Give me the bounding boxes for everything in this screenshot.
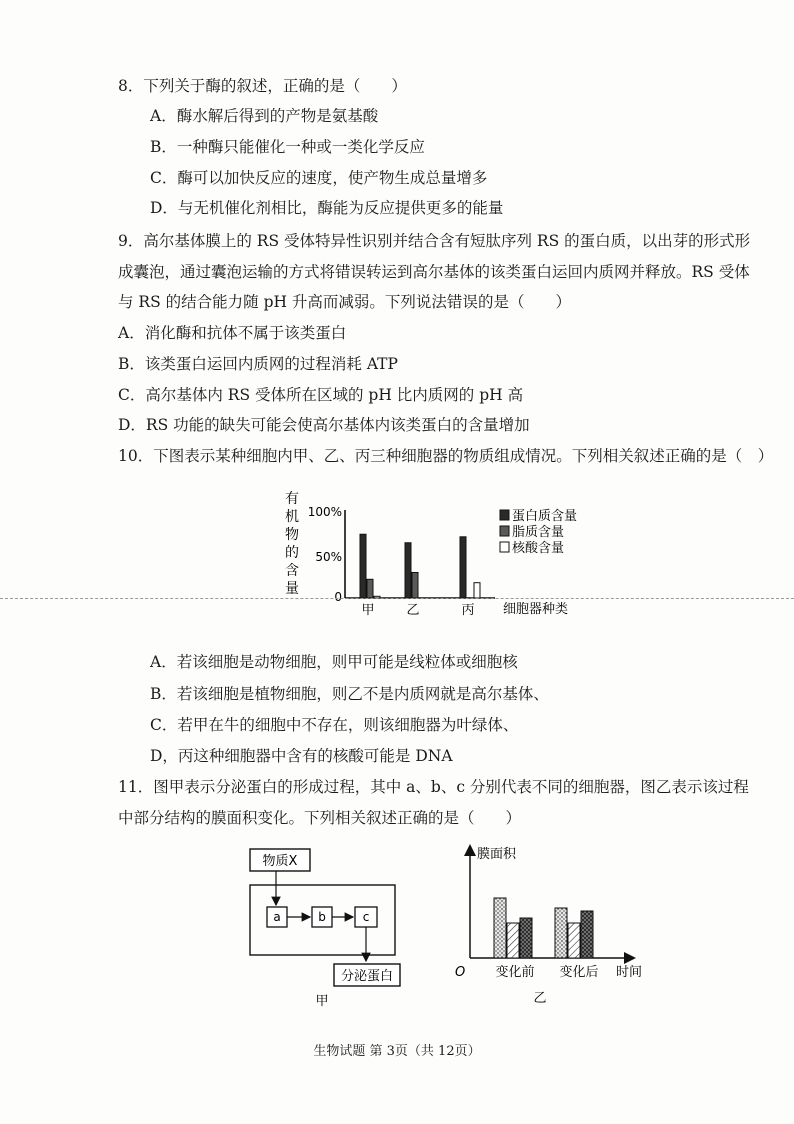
bar-乙-蛋白质含量 [405,543,411,598]
q11-stem-line-1: 11．图甲表示分泌蛋白的形成过程，其中 a、b、c 分别代表不同的细胞器，图乙表示该过程 [118,778,749,796]
legend-label-核酸含量: 核酸含量 [512,541,565,556]
q8-option-a: A．酶水解后得到的产物是氨基酸 [150,107,379,125]
organelle-c-label: c [362,910,370,924]
yi-origin: O [455,965,466,980]
category-label-甲: 甲 [361,603,375,618]
yi-ylabel: 膜面积 [477,847,517,862]
bar-甲-脂质含量 [367,579,373,598]
q9-stem-line-1: 9．高尔基体膜上的 RS 受体特异性识别并结合含有短肽序列 RS 的蛋白质，以出芽的形式形 [118,232,751,250]
q9-option-a: A．消化酶和抗体不属于该类蛋白 [118,324,347,342]
membrane-bar-before-1 [507,923,519,958]
q8-option-c: C．酶可以加快反应的速度，使产物生成总量增多 [150,169,488,187]
substance-x-label: 物质X [262,854,298,869]
figure-yi-caption: 乙 [533,991,547,1006]
legend-swatch-核酸含量 [500,542,509,552]
chart-ylabel [285,491,299,597]
q10-stem: 10．下图表示某种细胞内甲、乙、丙三种细胞器的物质组成情况。下列相关叙述正确的是（ ） [118,447,774,465]
chart-ylabel-char: 量 [285,581,299,597]
q9-option-c: C．高尔基体内 RS 受体所在区域的 pH 比内质网的 pH 高 [118,386,524,404]
q8-option-b: B．一种酶只能催化一种或一类化学反应 [150,138,425,156]
ytick-0: 0 [334,590,342,604]
legend-swatch-蛋白质含量 [500,510,509,520]
category-label-乙: 乙 [406,603,420,618]
chart-ylabel-char: 有 [285,491,299,507]
bar-甲-蛋白质含量 [360,534,366,598]
q10-option-d: D，丙这种细胞器中含有的核酸可能是 DNA [150,747,453,765]
chart-ylabel-char: 物 [285,527,299,543]
q8-stem: 8．下列关于酶的叙述，正确的是（ ） [118,77,407,95]
q9-option-d: D．RS 功能的缺失可能会使高尔基体内该类蛋白的含量增加 [118,416,530,434]
organelle-b-label: b [318,910,326,924]
figure-jia-caption: 甲 [315,994,329,1009]
membrane-bar-before-0 [494,898,506,958]
membrane-bar-after-0 [555,908,567,958]
q11-stem-line-2: 中部分结构的膜面积变化。下列相关叙述正确的是（ ） [118,809,522,827]
figure-yi-membrane-area [445,840,655,1010]
bar-丙-蛋白质含量 [460,537,466,598]
figure-jia-secretion-process [240,845,410,1010]
organelle-composition-chart [270,485,600,625]
membrane-bar-after-2 [581,911,593,958]
yi-category-after: 变化后 [559,965,599,980]
secreted-protein-label: 分泌蛋白 [340,969,394,984]
q10-option-b: B．若该细胞是植物细胞，则乙不是内质网就是高尔基体、 [150,685,549,703]
legend-swatch-脂质含量 [500,526,509,536]
q9-stem-line-3: 与 RS 的结合能力随 pH 升高而减弱。下列说法错误的是（ ） [118,293,571,311]
ytick-100: 100% [307,505,342,519]
legend-label-蛋白质含量: 蛋白质含量 [512,509,578,524]
chart-xlabel: 细胞器种类 [503,602,569,617]
chart-ylabel-char: 机 [285,509,299,525]
legend-label-脂质含量: 脂质含量 [512,525,565,540]
q9-stem-line-2: 成囊泡，通过囊泡运输的方式将错误转运到高尔基体的该类蛋白运回内质网并释放。RS 受体 [118,263,750,281]
membrane-bar-after-1 [568,923,580,958]
chart-ylabel-char: 的 [285,545,299,561]
q10-option-a: A．若该细胞是动物细胞，则甲可能是线粒体或细胞核 [150,653,518,671]
q9-option-b: B．该类蛋白运回内质网的过程消耗 ATP [118,355,398,373]
membrane-bar-before-2 [520,918,532,958]
yi-category-before: 变化前 [495,965,535,980]
bar-丙-核酸含量 [474,583,480,598]
scan-artifact-line [0,598,794,599]
chart-ylabel-char: 含 [285,563,299,579]
organelle-a-label: a [273,910,281,924]
yi-xlabel: 时间 [616,965,643,980]
ytick-50: 50% [315,550,342,564]
q10-option-c: C．若甲在牛的细胞中不存在，则该细胞器为叶绿体、 [150,716,519,734]
page-footer: 生物试题 第 3页（共 12页） [313,1044,481,1059]
bar-乙-脂质含量 [412,573,418,599]
category-label-丙: 丙 [461,603,475,618]
q8-option-d: D．与无机催化剂相比，酶能为反应提供更多的能量 [150,199,504,217]
